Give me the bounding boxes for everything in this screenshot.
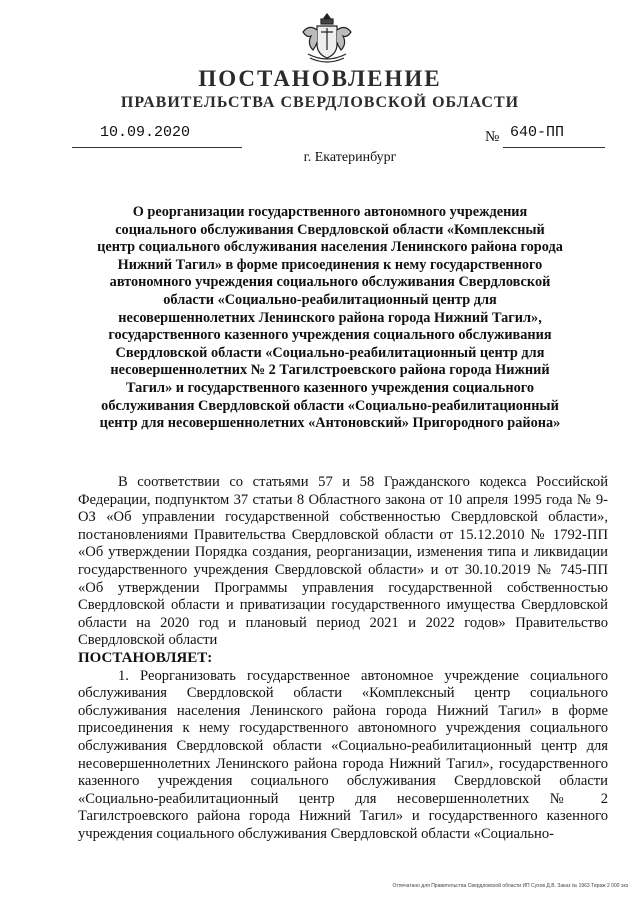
- item-1-paragraph: 1. Реорганизовать государственное автономное учреждение социального обслуживания Свердловской области «Комплексный центр социального обслуживания населения Ленинского района города Нижний Тагил» в форме присоединения к нему государственного автономного учреждения социального обслуживания Свердловской области «Социально-реабилитационный центр для несовершеннолетних Ленинского района города Нижний Тагил», государственного казенного учреждения социального обслуживания Свердловской области «Социально-реабилитационный центр для несовершеннолетних № 2 Тагилстроевского района города Нижний Тагил» и государственного казенного учреждения социального обслуживания Свердловской области «Социально-: [78, 667, 608, 842]
- resolves-heading: ПОСТАНОВЛЯЕТ:: [78, 649, 213, 666]
- document-date: 10.09.2020: [100, 124, 191, 141]
- document-title: ПОСТАНОВЛЕНИЕ: [198, 66, 442, 91]
- document-body: [78, 474, 608, 843]
- document-heading: О реорганизации государственного автономного учреждения социального обслуживания Свердловской области «Комплексный центр социального обслуживания населения Ленинского района города Нижний Тагил» в форме присоединения к нему государственного автономного учреждения социального обслуживания Свердловской области «Социально-реабилитационный центр для несовершеннолетних Ленинского района города Нижний Тагил», государственного казенного учреждения социального обслуживания Свердловской области «Социально-реабилитационный центр для несовершеннолетних № 2 Тагилстроевского района города Нижний Тагил» и государственного казенного учреждения социального обслуживания Свердловской области «Социально-реабилитационный центр для несовершеннолетних «Антоновский» Пригородного района»: [97, 204, 563, 432]
- document-number: 640-ПП: [510, 124, 565, 141]
- coat-of-arms-emblem: [300, 10, 354, 66]
- print-footer: Отпечатано для Правительства Свердловской области ИП Сухов Д.В. Заказ № 1963 Тираж 2 000 экз: [392, 883, 628, 889]
- city: г. Екатеринбург: [303, 150, 397, 165]
- document-subtitle: ПРАВИТЕЛЬСТВА СВЕРДЛОВСКОЙ ОБЛАСТИ: [120, 94, 520, 111]
- preamble-paragraph: В соответствии со статьями 57 и 58 Гражданского кодекса Российской Федерации, подпунктом 37 статьи 8 Областного закона от 10 апреля 1995 года № 9-ОЗ «Об управлении государственной собственностью Свердловской области», постановлениями Правительства Свердловской области от 15.12.2010 № 1792-ПП «Об утверждении Порядка создания, реорганизации, изменения типа и ликвидации государственного учреждения Свердловской области» и от 30.10.2019 № 745-ПП «Об утверждении Программы управления государственной собственностью Свердловской области и приватизации государственного имущества Свердловской области на 2020 год и плановый период 2021 и 2022 годов» Правительство Свердловской области: [78, 474, 608, 649]
- number-sign: №: [485, 129, 500, 145]
